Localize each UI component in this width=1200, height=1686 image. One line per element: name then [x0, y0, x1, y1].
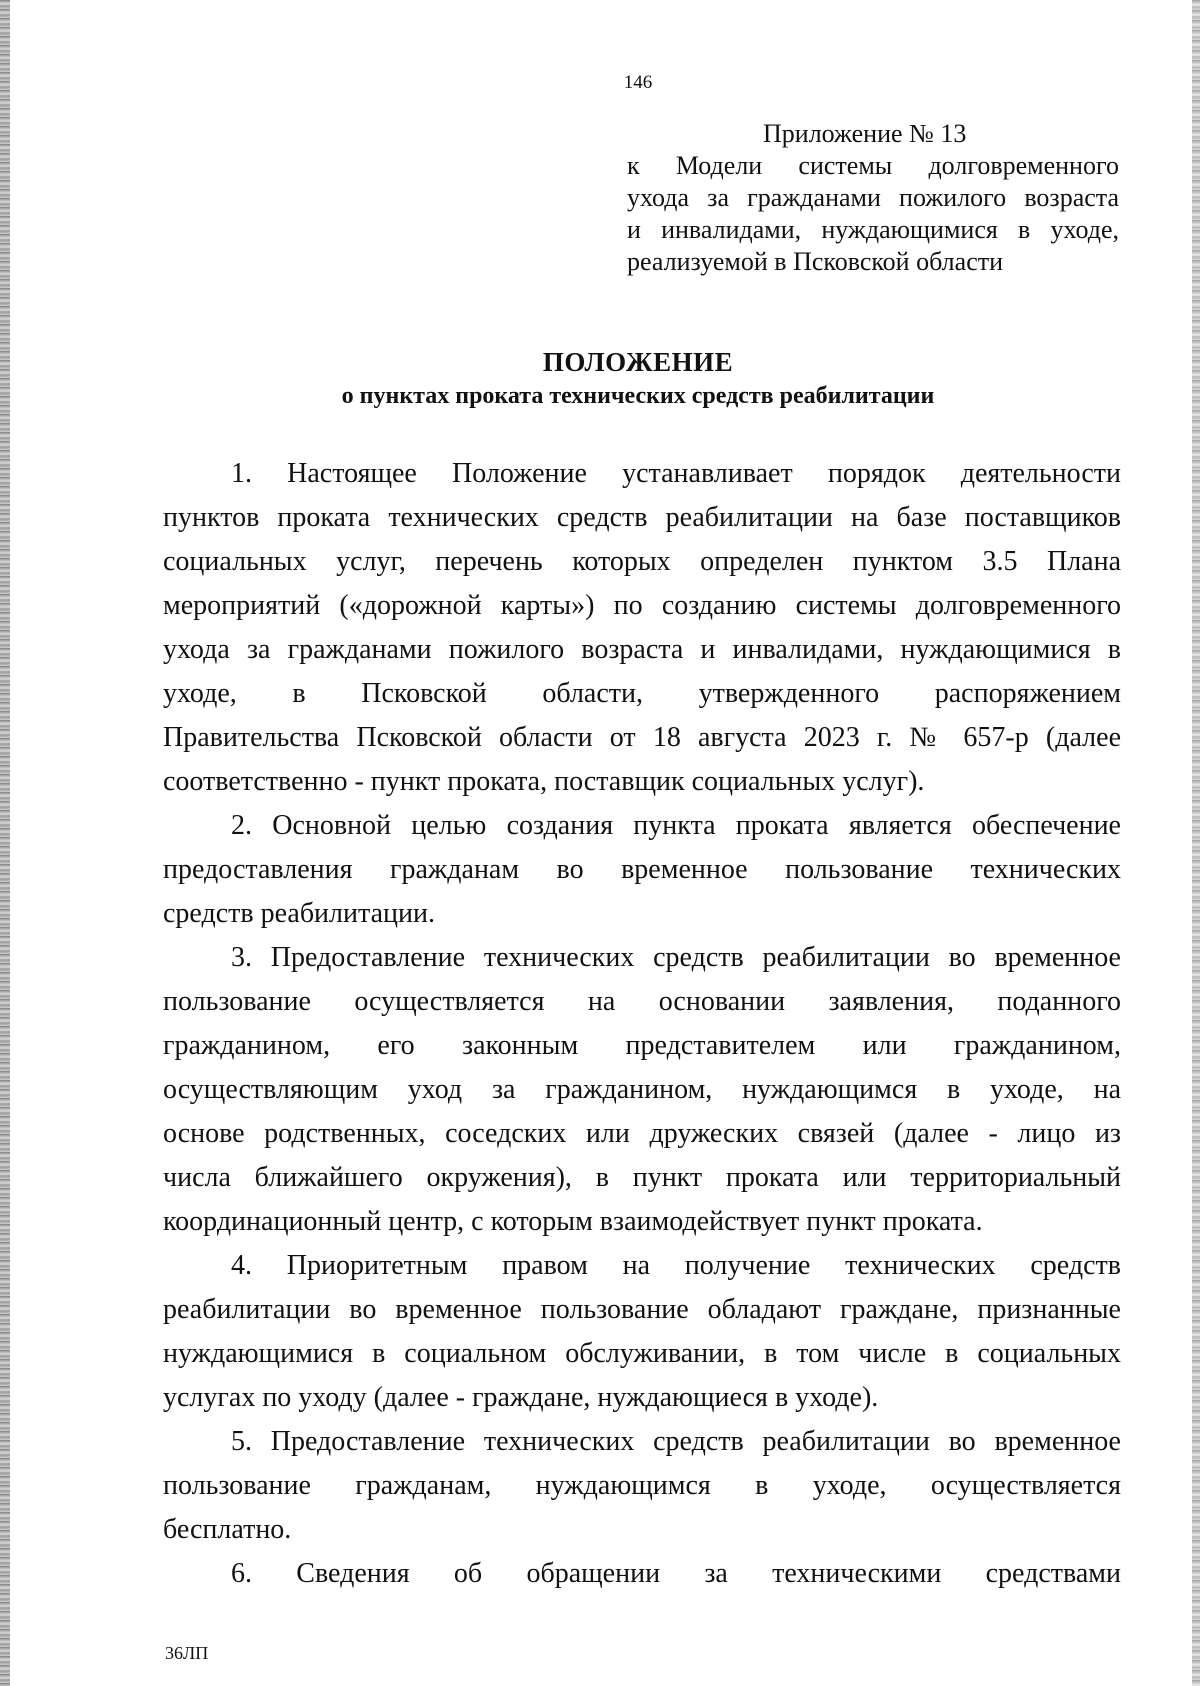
body-line: 4. Приоритетным правом на получение технических средств	[231, 1250, 1121, 1281]
body-line: 1. Настоящее Положение устанавливает порядок деятельности	[231, 458, 1121, 489]
body-line: 3. Предоставление технических средств реабилитации во временное	[231, 942, 1121, 973]
appendix-line: реализуемой в Псковской области	[627, 247, 1004, 276]
document-body	[163, 452, 1121, 1596]
body-line: Правительства Псковской области от 18 августа 2023 г. № 657-р (далее	[163, 722, 1121, 753]
body-line: мероприятий («дорожной карты») по созданию системы долговременного	[163, 590, 1121, 621]
body-line: числа ближайшего окружения), в пункт проката или территориальный	[163, 1162, 1121, 1193]
body-line: уходе, в Псковской области, утвержденного распоряжением	[163, 678, 1121, 709]
body-line: 5. Предоставление технических средств реабилитации во временное	[231, 1426, 1121, 1457]
appendix-title: Приложение № 13	[763, 119, 967, 148]
appendix-line: ухода за гражданами пожилого возраста	[627, 183, 1119, 212]
body-line: осуществляющим уход за гражданином, нуждающимся в уходе, на	[163, 1074, 1121, 1105]
body-line: бесплатно.	[163, 1514, 292, 1545]
body-line: координационный центр, с которым взаимодействует пункт проката.	[163, 1206, 983, 1237]
body-line: средств реабилитации.	[163, 898, 435, 929]
body-line: ухода за гражданами пожилого возраста и инвалидами, нуждающимися в	[163, 634, 1121, 665]
document-title: ПОЛОЖЕНИЕ	[542, 347, 734, 377]
scan-edge-right	[1192, 0, 1200, 1686]
document-subtitle: о пунктах проката технических средств реабилитации	[341, 383, 935, 409]
body-line: пунктов проката технических средств реабилитации на базе поставщиков	[163, 502, 1121, 533]
body-line: гражданином, его законным представителем или гражданином,	[163, 1030, 1121, 1061]
scan-edge-left	[0, 0, 10, 1686]
page-number: 146	[623, 72, 653, 93]
body-line: нуждающимися в социальном обслуживании, в том числе в социальных	[163, 1338, 1121, 1369]
body-line: основе родственных, соседских или дружеских связей (далее - лицо из	[163, 1118, 1121, 1149]
body-line: услугах по уходу (далее - граждане, нуждающиеся в уходе).	[163, 1382, 879, 1413]
body-line: 6. Сведения об обращении за техническими средствами	[231, 1558, 1121, 1589]
body-line: социальных услуг, перечень которых определен пунктом 3.5 Плана	[163, 546, 1121, 577]
body-line: соответственно - пункт проката, поставщик социальных услуг).	[163, 766, 925, 797]
appendix-line: и инвалидами, нуждающимися в уходе,	[627, 215, 1119, 244]
body-line: реабилитации во временное пользование обладают граждане, признанные	[163, 1294, 1121, 1325]
body-line: пользование осуществляется на основании заявления, поданного	[163, 986, 1121, 1017]
body-line: предоставления гражданам во временное пользование технических	[163, 854, 1121, 885]
footer-code: 36ЛП	[165, 1643, 209, 1663]
body-line: 2. Основной целью создания пункта проката является обеспечение	[231, 810, 1121, 841]
appendix-block	[627, 118, 1119, 278]
body-line: пользование гражданам, нуждающимся в уходе, осуществляется	[163, 1470, 1121, 1501]
appendix-line: к Модели системы долговременного	[627, 151, 1119, 180]
